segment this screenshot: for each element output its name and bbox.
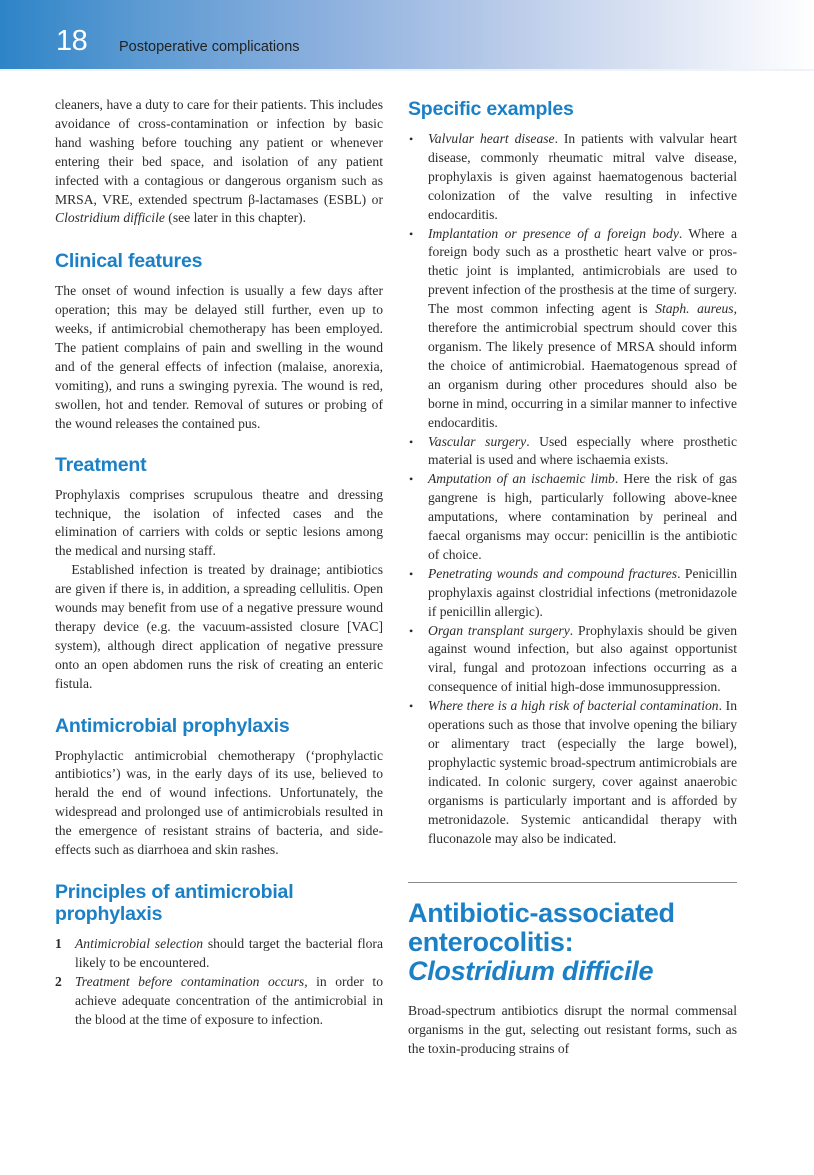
treatment-paragraph-1: Prophylaxis comprises scrupulous theatre and dressing technique, the isolation of infected cases and the elimination of carriers with colds or septic lesions among the medical and nursing staff. xyxy=(55,486,383,559)
section-divider xyxy=(408,882,737,883)
intro-tail: (see later in this chapter). xyxy=(164,210,307,226)
heading-treatment: Treatment xyxy=(55,453,147,476)
item-term: Penetrating wounds and compound fractures xyxy=(428,565,678,581)
item-text: . Where a foreign body such as a prosthetic heart valve or prosthetic joint is implanted, antimicrobials are used to prevent infection of the prosthesis at the time of surgery. The most common infecting agent is xyxy=(428,225,737,317)
item-number: 1 xyxy=(55,936,62,951)
item-text: . In operations such as those that involve opening the biliary or alimentary tract (especially the large bowel), prophylactic systemic broad-spectrum antimicrobials are indicated. In colonic surgery, cover against anaerobic organisms is particularly important and is afforded by metronidazole. Systemic anticandidal therapy with fluconazole may also be indicated. xyxy=(428,698,737,846)
item-text: in order to achieve adequate concentration of the antimicrobial in the blood at the time of exposure to infection. xyxy=(75,973,383,1027)
heading-line-3-organism: Clostridium difficile xyxy=(408,956,654,987)
bullet-icon: • xyxy=(409,472,414,487)
intro-italic-organism: Clostridium difficile xyxy=(55,210,165,226)
item-term: Treatment before contamination occurs, xyxy=(75,973,308,989)
bullet-icon: • xyxy=(409,132,414,146)
antimicrobial-prophylaxis-paragraph: Prophylactic antimicrobial chemotherapy (‘prophylactic antibiotics’) was, in the early days of its use, believed to herald the end of wound infections. Unfortunately, the widespread and prolonged use of antimicrobials resulted in the emergence of resistant strains of bacteria, and side-effects such as diarrhoea and skin rashes. xyxy=(55,747,383,858)
chapter-header-bar xyxy=(0,0,814,71)
example-item xyxy=(408,565,737,622)
item-term: Where there is a high risk of bacterial contamination xyxy=(428,698,719,714)
bullet-icon: • xyxy=(409,566,414,581)
example-item xyxy=(408,622,737,698)
heading-principles: Principles of antimicrobial prophylaxis xyxy=(55,881,294,925)
left-column xyxy=(55,96,383,1030)
right-column xyxy=(408,96,737,1059)
intro-paragraph xyxy=(55,96,383,228)
intro-text: cleaners, have a duty to care for their patients. This includes avoidance of cross-contamination or infection by basic hand washing before touching any patient or whenever entering their bed space, and isolation of any patient infected with a contagious or dangerous organism such as MRSA, VRE, extended spectrum β-lactamases (ESBL) or xyxy=(55,97,383,207)
item-number: 2 xyxy=(55,973,62,989)
chapter-title: Postoperative complications xyxy=(119,39,300,55)
item-text: . Used especially where prosthetic material is used and where ischaemia exists. xyxy=(428,433,737,468)
example-item xyxy=(408,470,737,565)
item-term: Organ transplant surgery xyxy=(428,622,570,638)
bullet-icon: • xyxy=(409,699,414,714)
heading-specific-examples: Specific examples xyxy=(408,98,574,120)
specific-examples-list xyxy=(408,130,737,848)
clinical-features-paragraph: The onset of wound infection is usually a few days after operation; this may be delayed still further, even up to weeks, if antimicrobial chemotherapy has been employed. The patient complains of pain and swelling in the wound and of the general effects of infection (malaise, anorexia, vomiting), and runs a swinging pyrexia. The wound is red, swollen, hot and tender. Removal of sutures or probing of the wound releases the contained pus. xyxy=(55,283,383,431)
heading-enterocolitis xyxy=(408,899,737,986)
principle-item xyxy=(55,935,383,973)
item-term: Amputation of an ischaemic limb xyxy=(428,471,615,487)
heading-antimicrobial-prophylaxis: Antimicrobial prophylaxis xyxy=(55,714,290,737)
example-item xyxy=(408,130,737,225)
item-text: . Penicillin prophylaxis against clostridial infections (metronidazole if penicillin allergic). xyxy=(428,565,737,619)
heading-line-2: enterocolitis: xyxy=(408,927,574,958)
example-item xyxy=(408,697,737,848)
principles-list xyxy=(55,935,383,1030)
example-item xyxy=(408,225,737,433)
item-term: Antimicrobial selection xyxy=(75,936,204,951)
item-term: Valvular heart disease xyxy=(428,131,555,146)
example-item xyxy=(408,433,737,471)
bullet-icon: • xyxy=(409,623,414,638)
item-text: . In patients with valvular heart disease, commonly rheumatic mitral valve disease, prophylaxis is given against haematogenous bacterial colonization of the valve resulting in infective endocarditis. xyxy=(428,131,737,222)
item-text: . Prophylaxis should be given against wound infection, but also against opportunist viral, fungal and protozoan infections occurring as a consequence of initial high-dose immunosuppression. xyxy=(428,622,737,695)
enterocolitis-paragraph: Broad-spectrum antibiotics disrupt the normal commensal organisms in the gut, selecting out resistant forms, such as the toxin-producing strains of xyxy=(408,1003,737,1057)
item-text-continued: , therefore the antimicrobial spectrum should cover this organism. The likely presence of MRSA should inform the choice of antimicrobial. Haematogenous spread of an organism during other procedures should also be borne in mind, occurring in a similar manner to infective endocarditis. xyxy=(428,301,737,430)
treatment-paragraph-2: Established infection is treated by drainage; antibiotics are given if there is, in addition, a spreading cellulitis. Open wounds may benefit from use of a negative pressure wound therapy device (e.g. the vacuum-assisted closure [VAC] system), although direct application of negative pressure onto an open abdomen runs the risk of creating an enteric fistula. xyxy=(55,562,383,691)
item-text: should target the bacterial flora likely to be encountered. xyxy=(75,936,383,970)
heading-line-1: Antibiotic-associated xyxy=(408,898,675,929)
item-text: . Here the risk of gas gangrene is high, particularly following above-knee amputations, where contamination by perineal and faecal organisms may occur: penicillin is the antibiotic of choice. xyxy=(428,471,737,562)
principle-item xyxy=(55,973,383,1030)
bullet-icon: • xyxy=(409,434,414,449)
bullet-icon: • xyxy=(409,226,414,241)
item-term: Implantation or presence of a foreign body xyxy=(428,225,679,241)
item-term: Vascular surgery xyxy=(428,433,527,449)
item-organism: Staph. aureus xyxy=(655,301,734,317)
chapter-number: 18 xyxy=(56,25,88,57)
heading-clinical-features: Clinical features xyxy=(55,250,203,273)
